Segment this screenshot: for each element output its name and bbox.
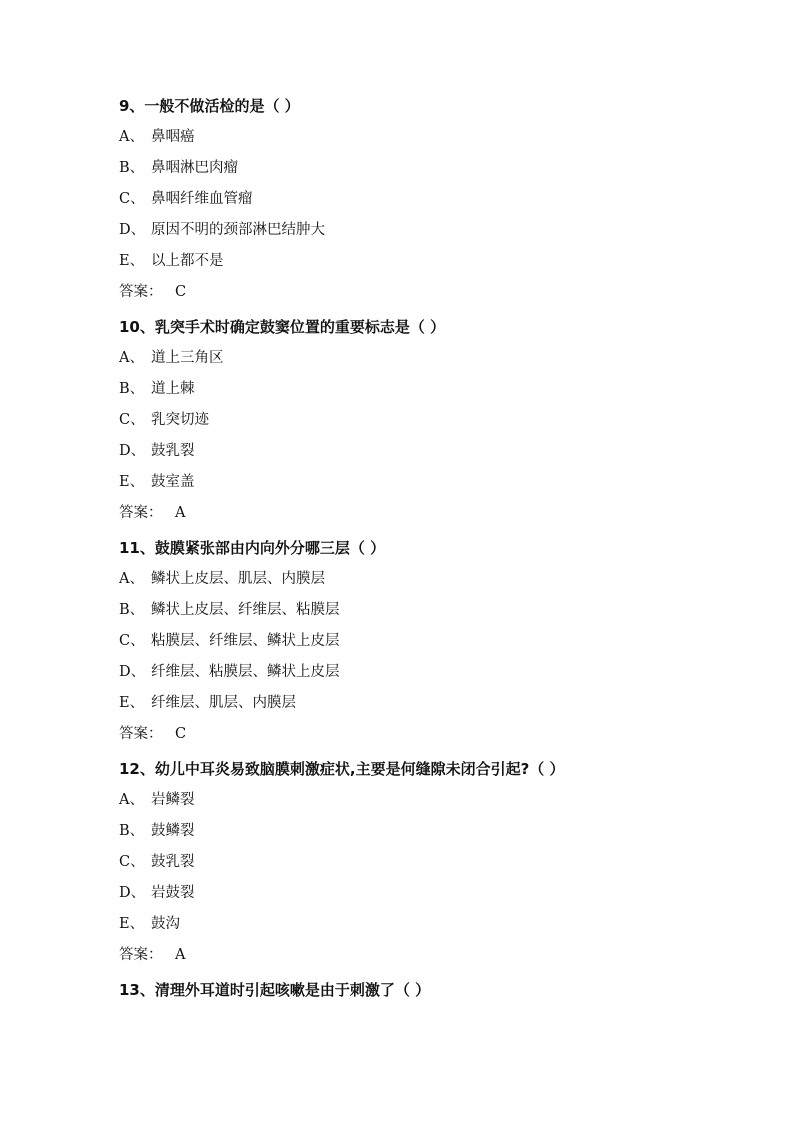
option-b: B、 鼓鳞裂: [119, 823, 195, 839]
question-block-12: [119, 757, 759, 967]
option-e: E、 鼓沟: [119, 916, 180, 932]
question-block-11: [119, 536, 759, 746]
answer-line: 答案： C: [119, 284, 187, 300]
option-e: E、 以上都不是: [119, 253, 224, 269]
option-d: D、 原因不明的颈部淋巴结肿大: [119, 222, 325, 238]
option-c: C、 粘膜层、纤维层、鳞状上皮层: [119, 633, 340, 649]
option-e: E、 鼓室盖: [119, 474, 195, 490]
question-block-9: [119, 94, 759, 304]
answer-value: C: [175, 284, 187, 300]
option-a: A、 鼻咽癌: [119, 129, 195, 145]
option-b: B、 鳞状上皮层、纤维层、粘膜层: [119, 602, 340, 618]
answer-line: 答案： A: [119, 947, 186, 963]
option-b: B、 道上棘: [119, 381, 195, 397]
answer-value: A: [175, 505, 186, 521]
option-c: C、 鼻咽纤维血管瘤: [119, 191, 253, 207]
answer-line: 答案： A: [119, 505, 186, 521]
answer-line: 答案： C: [119, 726, 187, 742]
question-title: 13、清理外耳道时引起咳嗽是由于刺激了（ ）: [119, 981, 431, 999]
option-a: A、 道上三角区: [119, 350, 224, 366]
option-c: C、 乳突切迹: [119, 412, 209, 428]
question-title: 11、鼓膜紧张部由内向外分哪三层（ ）: [119, 539, 386, 557]
option-b: B、 鼻咽淋巴肉瘤: [119, 160, 238, 176]
question-block-13: [119, 978, 759, 1002]
option-a: A、 鳞状上皮层、肌层、内膜层: [119, 571, 325, 587]
option-c: C、 鼓乳裂: [119, 854, 195, 870]
question-title: 12、幼儿中耳炎易致脑膜刺激症状,主要是何缝隙未闭合引起?（ ）: [119, 760, 565, 778]
question-title: 9、一般不做活检的是（ ）: [119, 97, 300, 115]
option-a: A、 岩鳞裂: [119, 792, 195, 808]
question-block-10: [119, 315, 759, 525]
answer-value: C: [175, 726, 187, 742]
option-d: D、 岩鼓裂: [119, 885, 195, 901]
option-e: E、 纤维层、肌层、内膜层: [119, 695, 296, 711]
question-title: 10、乳突手术时确定鼓窦位置的重要标志是（ ）: [119, 318, 446, 336]
option-d: D、 纤维层、粘膜层、鳞状上皮层: [119, 664, 340, 680]
answer-value: A: [175, 947, 186, 963]
option-d: D、 鼓乳裂: [119, 443, 195, 459]
